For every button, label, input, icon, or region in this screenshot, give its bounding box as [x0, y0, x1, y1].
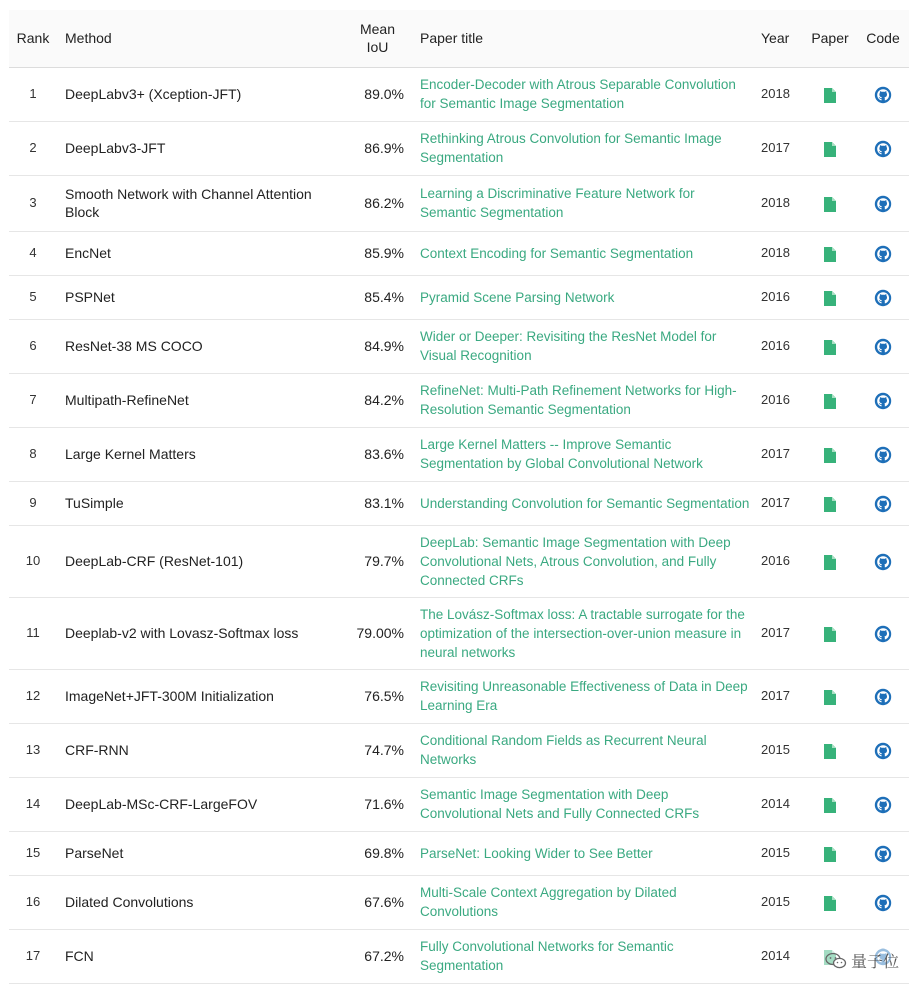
cell-code [857, 231, 909, 275]
paper-title-link[interactable]: Large Kernel Matters -- Improve Semantic Segmentation by Global Convolutional Network [420, 437, 703, 471]
cell-mean-iou: 69.8% [341, 831, 414, 875]
paper-icon[interactable] [824, 847, 836, 862]
cell-paper [803, 597, 857, 669]
table-row [9, 875, 909, 929]
cell-code [857, 831, 909, 875]
cell-paper [803, 723, 857, 777]
paper-title-link[interactable]: Wider or Deeper: Revisiting the ResNet Model for Visual Recognition [420, 329, 717, 363]
cell-year: 2017 [761, 427, 803, 481]
paper-icon[interactable] [824, 798, 836, 813]
cell-mean-iou: 86.9% [341, 121, 414, 175]
cell-rank: 2 [9, 121, 57, 175]
table-row [9, 231, 909, 275]
cell-paper-title [414, 875, 761, 929]
table-row [9, 929, 909, 983]
cell-mean-iou: 79.7% [341, 525, 414, 597]
cell-mean-iou: 84.2% [341, 373, 414, 427]
cell-method: ImageNet+JFT-300M Initialization [57, 669, 341, 723]
cell-mean-iou: 85.9% [341, 231, 414, 275]
cell-year: 2017 [761, 121, 803, 175]
paper-title-link[interactable]: DeepLab: Semantic Image Segmentation with Deep Convolutional Nets, Atrous Convolution, and Fully Connected CRFs [420, 534, 731, 588]
cell-mean-iou: 74.7% [341, 723, 414, 777]
cell-paper [803, 231, 857, 275]
paper-icon[interactable] [824, 394, 836, 409]
cell-paper-title [414, 121, 761, 175]
cell-rank: 13 [9, 723, 57, 777]
cell-paper-title [414, 319, 761, 373]
cell-paper [803, 175, 857, 231]
cell-year: 2014 [761, 777, 803, 831]
cell-mean-iou: 76.5% [341, 669, 414, 723]
paper-title-link[interactable]: Multi-Scale Context Aggregation by Dilated Convolutions [420, 885, 677, 919]
paper-icon[interactable] [824, 197, 836, 212]
cell-rank: 4 [9, 231, 57, 275]
cell-method: CRF-RNN [57, 723, 341, 777]
paper-icon[interactable] [824, 88, 836, 103]
header-year[interactable]: Year [761, 10, 803, 67]
cell-year: 2017 [761, 669, 803, 723]
paper-title-link[interactable]: Revisiting Unreasonable Effectiveness of Data in Deep Learning Era [420, 679, 748, 713]
table-row [9, 777, 909, 831]
cell-year: 2018 [761, 231, 803, 275]
cell-mean-iou: 84.9% [341, 319, 414, 373]
cell-year: 2015 [761, 831, 803, 875]
cell-paper-title [414, 831, 761, 875]
cell-paper-title [414, 275, 761, 319]
cell-code [857, 121, 909, 175]
table-row [9, 427, 909, 481]
paper-icon[interactable] [824, 627, 836, 642]
github-icon[interactable] [874, 86, 892, 104]
cell-paper [803, 67, 857, 121]
paper-icon[interactable] [824, 291, 836, 306]
cell-mean-iou: 89.0% [341, 67, 414, 121]
paper-title-link[interactable]: Conditional Random Fields as Recurrent Neural Networks [420, 733, 707, 767]
cell-paper [803, 121, 857, 175]
cell-year: 2014 [761, 929, 803, 983]
cell-rank: 16 [9, 875, 57, 929]
cell-paper [803, 275, 857, 319]
cell-code [857, 67, 909, 121]
cell-mean-iou: 85.4% [341, 275, 414, 319]
watermark [823, 949, 901, 972]
github-icon[interactable] [874, 446, 892, 464]
github-icon[interactable] [874, 289, 892, 307]
cell-code [857, 481, 909, 525]
cell-paper [803, 481, 857, 525]
github-icon[interactable] [874, 894, 892, 912]
paper-icon[interactable] [824, 497, 836, 512]
paper-title-link[interactable]: Understanding Convolution for Semantic Segmentation [420, 495, 750, 511]
github-icon[interactable] [874, 845, 892, 863]
cell-year: 2017 [761, 597, 803, 669]
github-icon[interactable] [874, 742, 892, 760]
cell-mean-iou: 67.6% [341, 875, 414, 929]
cell-paper-title [414, 175, 761, 231]
paper-title-link[interactable]: ParseNet: Looking Wider to See Better [420, 845, 653, 861]
cell-rank: 10 [9, 525, 57, 597]
github-icon[interactable] [874, 195, 892, 213]
cell-rank: 11 [9, 597, 57, 669]
cell-paper [803, 525, 857, 597]
cell-code [857, 777, 909, 831]
cell-paper-title [414, 373, 761, 427]
cell-paper [803, 373, 857, 427]
table-row [9, 319, 909, 373]
watermark-text: 量子位 [850, 954, 899, 971]
cell-paper-title [414, 777, 761, 831]
cell-method: Dilated Convolutions [57, 875, 341, 929]
cell-year: 2015 [761, 723, 803, 777]
cell-method: EncNet [57, 231, 341, 275]
github-icon[interactable] [874, 796, 892, 814]
cell-rank: 7 [9, 373, 57, 427]
cell-rank: 3 [9, 175, 57, 231]
cell-method: TuSimple [57, 481, 341, 525]
cell-method: Multipath-RefineNet [57, 373, 341, 427]
table-row [9, 597, 909, 669]
paper-title-link[interactable]: Semantic Image Segmentation with Deep Convolutional Nets and Fully Connected CRFs [420, 787, 700, 821]
cell-method: Deeplab-v2 with Lovasz-Softmax loss [57, 597, 341, 669]
cell-method: Large Kernel Matters [57, 427, 341, 481]
table-header-row [9, 10, 909, 67]
paper-title-link[interactable]: Pyramid Scene Parsing Network [420, 289, 615, 305]
table-row [9, 121, 909, 175]
cell-code [857, 875, 909, 929]
cell-mean-iou: 83.6% [341, 427, 414, 481]
paper-title-link[interactable]: Fully Convolutional Networks for Semantic Segmentation [420, 939, 674, 973]
cell-method: ParseNet [57, 831, 341, 875]
github-icon[interactable] [874, 553, 892, 571]
cell-paper-title [414, 525, 761, 597]
paper-icon[interactable] [824, 142, 836, 157]
header-rank[interactable]: Rank [9, 10, 57, 67]
table-row [9, 831, 909, 875]
cell-mean-iou: 86.2% [341, 175, 414, 231]
paper-icon[interactable] [824, 744, 836, 759]
cell-rank: 17 [9, 929, 57, 983]
cell-paper [803, 777, 857, 831]
cell-rank: 14 [9, 777, 57, 831]
cell-paper-title [414, 669, 761, 723]
cell-method: PSPNet [57, 275, 341, 319]
paper-title-link[interactable]: Context Encoding for Semantic Segmentation [420, 245, 694, 261]
cell-year: 2016 [761, 525, 803, 597]
cell-paper-title [414, 231, 761, 275]
header-paper[interactable]: Paper [803, 10, 857, 67]
cell-method: DeepLabv3-JFT [57, 121, 341, 175]
cell-rank: 9 [9, 481, 57, 525]
cell-mean-iou: 71.6% [341, 777, 414, 831]
cell-code [857, 597, 909, 669]
table-row [9, 723, 909, 777]
paper-title-link[interactable]: The Lovász-Softmax loss: A tractable surrogate for the optimization of the intersection-over-union measure in neural networks [420, 606, 745, 660]
github-icon[interactable] [874, 245, 892, 263]
cell-method: DeepLabv3+ (Xception-JFT) [57, 67, 341, 121]
table-row [9, 275, 909, 319]
github-icon[interactable] [874, 338, 892, 356]
paper-icon[interactable] [824, 247, 836, 262]
wechat-icon [825, 952, 847, 970]
cell-paper [803, 669, 857, 723]
cell-mean-iou: 79.00% [341, 597, 414, 669]
cell-code [857, 175, 909, 231]
table-row [9, 373, 909, 427]
table-row [9, 175, 909, 231]
leaderboard-table [9, 10, 909, 984]
github-icon[interactable] [874, 140, 892, 158]
header-method[interactable]: Method [57, 10, 341, 67]
cell-code [857, 427, 909, 481]
cell-paper-title [414, 723, 761, 777]
github-icon[interactable] [874, 495, 892, 513]
cell-paper [803, 319, 857, 373]
github-icon[interactable] [874, 392, 892, 410]
cell-rank: 6 [9, 319, 57, 373]
paper-title-link[interactable]: Rethinking Atrous Convolution for Semantic Image Segmentation [420, 131, 722, 165]
cell-paper-title [414, 597, 761, 669]
header-mean-iou-line2: IoU [366, 39, 389, 56]
github-icon[interactable] [874, 625, 892, 643]
cell-paper [803, 831, 857, 875]
cell-code [857, 319, 909, 373]
paper-title-link[interactable]: Learning a Discriminative Feature Network for Semantic Segmentation [420, 186, 695, 220]
cell-code [857, 275, 909, 319]
cell-paper-title [414, 67, 761, 121]
header-mean-iou[interactable] [341, 10, 414, 67]
cell-year: 2018 [761, 67, 803, 121]
cell-method: FCN [57, 929, 341, 983]
paper-icon[interactable] [824, 448, 836, 463]
table-row [9, 481, 909, 525]
cell-mean-iou: 83.1% [341, 481, 414, 525]
cell-method: Smooth Network with Channel Attention Block [57, 175, 341, 231]
header-paper-title[interactable]: Paper title [414, 10, 761, 67]
header-mean-iou-line1: Mean [359, 21, 396, 38]
cell-code [857, 723, 909, 777]
cell-mean-iou: 67.2% [341, 929, 414, 983]
cell-year: 2017 [761, 481, 803, 525]
cell-code [857, 669, 909, 723]
cell-method: ResNet-38 MS COCO [57, 319, 341, 373]
cell-rank: 15 [9, 831, 57, 875]
cell-rank: 1 [9, 67, 57, 121]
table-row [9, 669, 909, 723]
cell-rank: 5 [9, 275, 57, 319]
cell-method: DeepLab-CRF (ResNet-101) [57, 525, 341, 597]
cell-year: 2015 [761, 875, 803, 929]
github-icon[interactable] [874, 688, 892, 706]
cell-paper-title [414, 427, 761, 481]
cell-year: 2016 [761, 319, 803, 373]
paper-icon[interactable] [824, 340, 836, 355]
cell-paper [803, 875, 857, 929]
paper-title-link[interactable]: RefineNet: Multi-Path Refinement Networks for High-Resolution Semantic Segmentation [420, 383, 737, 417]
cell-paper-title [414, 929, 761, 983]
cell-paper-title [414, 481, 761, 525]
paper-icon[interactable] [824, 690, 836, 705]
table-row [9, 525, 909, 597]
cell-method: DeepLab-MSc-CRF-LargeFOV [57, 777, 341, 831]
table-body [9, 67, 909, 983]
cell-code [857, 525, 909, 597]
paper-icon[interactable] [824, 896, 836, 911]
leaderboard-container [9, 10, 909, 984]
cell-year: 2016 [761, 373, 803, 427]
cell-year: 2016 [761, 275, 803, 319]
paper-title-link[interactable]: Encoder-Decoder with Atrous Separable Convolution for Semantic Image Segmentation [420, 77, 736, 111]
cell-year: 2018 [761, 175, 803, 231]
cell-code [857, 373, 909, 427]
paper-icon[interactable] [824, 555, 836, 570]
cell-rank: 8 [9, 427, 57, 481]
table-row [9, 67, 909, 121]
header-code[interactable]: Code [857, 10, 909, 67]
cell-rank: 12 [9, 669, 57, 723]
cell-paper [803, 427, 857, 481]
